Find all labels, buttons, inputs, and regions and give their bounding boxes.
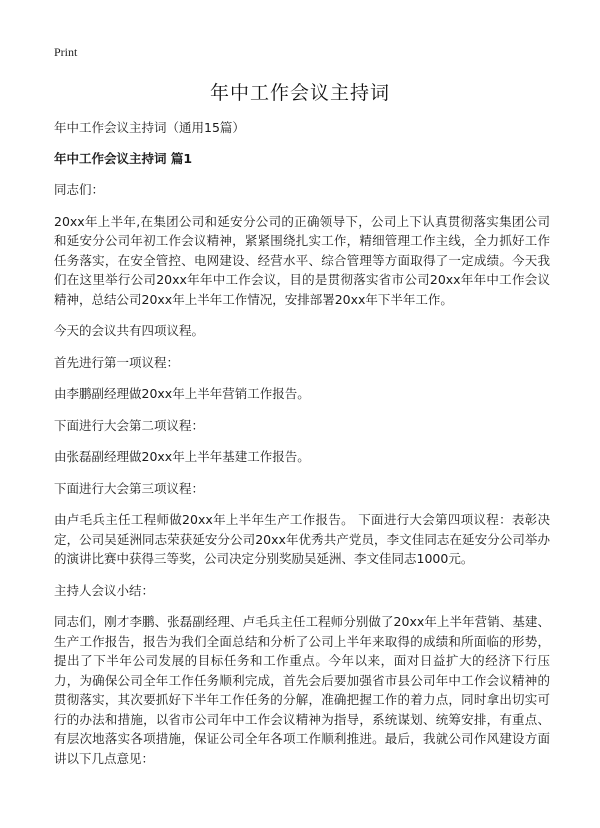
paragraph-summary-heading: 主持人会议小结： [54,582,155,598]
paragraph-agenda-3: 下面进行大会第三项议程： [54,480,205,496]
document-subtitle: 年中工作会议主持词（通用15篇） [54,120,245,135]
document-body [54,118,550,780]
paragraph-report-production: 由卢毛兵主任工程师做20xx年上半年生产工作报告。 下面进行大会第四项议程：表彰决定，公司吴延洲同志荣获延安分公司20xx年优秀共产党员，李文佳同志在延安分公司举办的演讲比赛中获得三等奖，公司决定分别奖励吴延洲、李文佳同志1000元。 [54,512,550,566]
chapter-heading: 年中工作会议主持词 篇1 [54,150,193,166]
paragraph-agenda-1: 首先进行第一项议程： [54,354,180,370]
paragraph-report-marketing: 由李鹏副经理做20xx年上半年营销工作报告。 [54,386,310,401]
paragraph-intro: 20xx年上半年,在集团公司和延安分公司的正确领导下，公司上下认真贯彻落实集团公司和延安分公司年初工作会议精神，紧紧围绕扎实工作，精细管理工作主线，全力抓好工作任务落实，在安全管控、电网建设、经营水平、综合管理等方面取得了一定成绩。今天我们在这里举行公司20xx年年中工作会议，目的是贯彻落实省市公司20xx年年中工作会议精神，总结公司20xx年上半年工作情况，安排部署20xx年下半年工作。 [54,213,550,307]
page-title: 年中工作会议主持词 [209,82,390,104]
print-link[interactable]: Print [54,45,78,59]
paragraph-summary: 同志们，刚才李鹏、张磊副经理、卢毛兵主任工程师分别做了20xx年上半年营销、基建、生产工作报告，报告为我们全面总结和分析了公司上半年来取得的成绩和所面临的形势，提出了下半年公司发展的目标任务和工作重点。今年以来，面对日益扩大的经济下行压力，为确保公司全年工作任务顺利完成，首先会后要加强省市县公司年中工作会议精神的贯彻落实，其次要抓好下半年工作任务的分解，准确把握工作的着力点，同时拿出切实可行的办法和措施，以省市公司年中工作会议精神为指导，系统谋划、统筹安排，有重点、有层次地落实各项措施，保证公司全年各项工作顺利推进。最后，我就公司作风建设方面讲以下几点意见： [54,614,550,766]
paragraph-agenda-2: 下面进行大会第二项议程： [54,417,205,433]
greeting-line: 同志们： [54,182,105,197]
paragraph-report-construction: 由张磊副经理做20xx年上半年基建工作报告。 [54,449,310,464]
paragraph-agenda-count: 今天的会议共有四项议程。 [54,323,205,338]
